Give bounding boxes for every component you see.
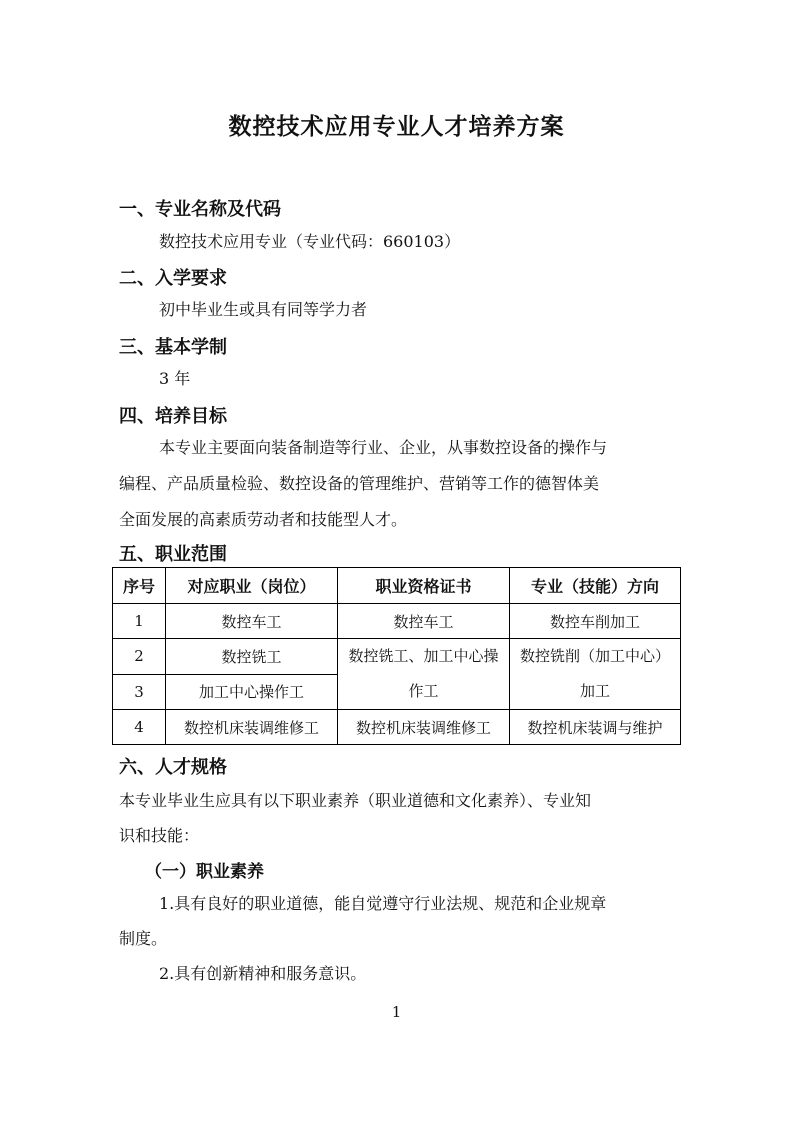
cell-cert-merged [338,639,510,710]
objectives-line-2: 编程、产品质量检验、数控设备的管理维护、营销等工作的德智体美 [119,474,600,493]
section-body-name-code: 数控技术应用专业（专业代码：660103） [159,232,461,251]
cell-job: 加工中心操作工 [166,674,338,710]
table-row [113,639,681,675]
talent-intro-line-2: 识和技能： [119,826,200,845]
literacy-item-1-line-2: 制度。 [119,929,168,948]
objectives-line-1: 本专业主要面向装备制造等行业、企业，从事数控设备的操作与 [159,438,608,457]
section-body-admission: 初中毕业生或具有同等学力者 [159,300,368,319]
cell-cert: 数控车工 [338,604,510,639]
cell-direction: 数控车削加工 [510,604,681,639]
cert-merged-line-2: 作工 [408,682,439,700]
cell-no: 4 [113,710,166,745]
header-cert: 职业资格证书 [338,568,510,604]
literacy-item-1-line-1: 1.具有良好的职业道德，能自觉遵守行业法规、规范和企业规章 [159,894,607,913]
objectives-line-3: 全面发展的高素质劳动者和技能型人才。 [119,510,408,529]
talent-intro-line-1: 本专业毕业生应具有以下职业素养（职业道德和文化素养）、专业知 [119,791,592,810]
table-header-row [113,568,681,604]
table-row [113,604,681,639]
header-no: 序号 [113,568,166,604]
cell-direction-merged [510,639,681,710]
direction-merged-line-2: 加工 [579,682,610,700]
cell-no: 3 [113,674,166,710]
table-row [113,710,681,745]
cell-direction: 数控机床装调与维护 [510,710,681,745]
header-direction: 专业（技能）方向 [510,568,681,604]
page-number: 1 [391,1003,402,1021]
header-job: 对应职业（岗位） [166,568,338,604]
subsection-heading-literacy: （一）职业素养 [145,862,264,882]
section-heading-talent-spec: 六、人才规格 [119,757,227,778]
cell-no: 2 [113,639,166,675]
section-heading-admission: 二、入学要求 [119,268,227,289]
document-title: 数控技术应用专业人才培养方案 [228,114,565,140]
section-heading-objectives: 四、培养目标 [119,406,227,427]
section-heading-name-code: 一、专业名称及代码 [119,199,281,220]
cell-job: 数控铣工 [166,639,338,675]
career-scope-table [112,567,681,745]
direction-merged-line-1: 数控铣削（加工中心） [519,647,670,665]
cert-merged-line-1: 数控铣工、加工中心操 [348,647,499,665]
cell-cert: 数控机床装调维修工 [338,710,510,745]
literacy-item-2: 2.具有创新精神和服务意识。 [159,964,367,983]
section-body-duration: 3 年 [159,369,191,388]
cell-job: 数控车工 [166,604,338,639]
cell-no: 1 [113,604,166,639]
cell-job: 数控机床装调维修工 [166,710,338,745]
section-heading-career-scope: 五、职业范围 [119,544,227,565]
section-heading-duration: 三、基本学制 [119,337,227,358]
